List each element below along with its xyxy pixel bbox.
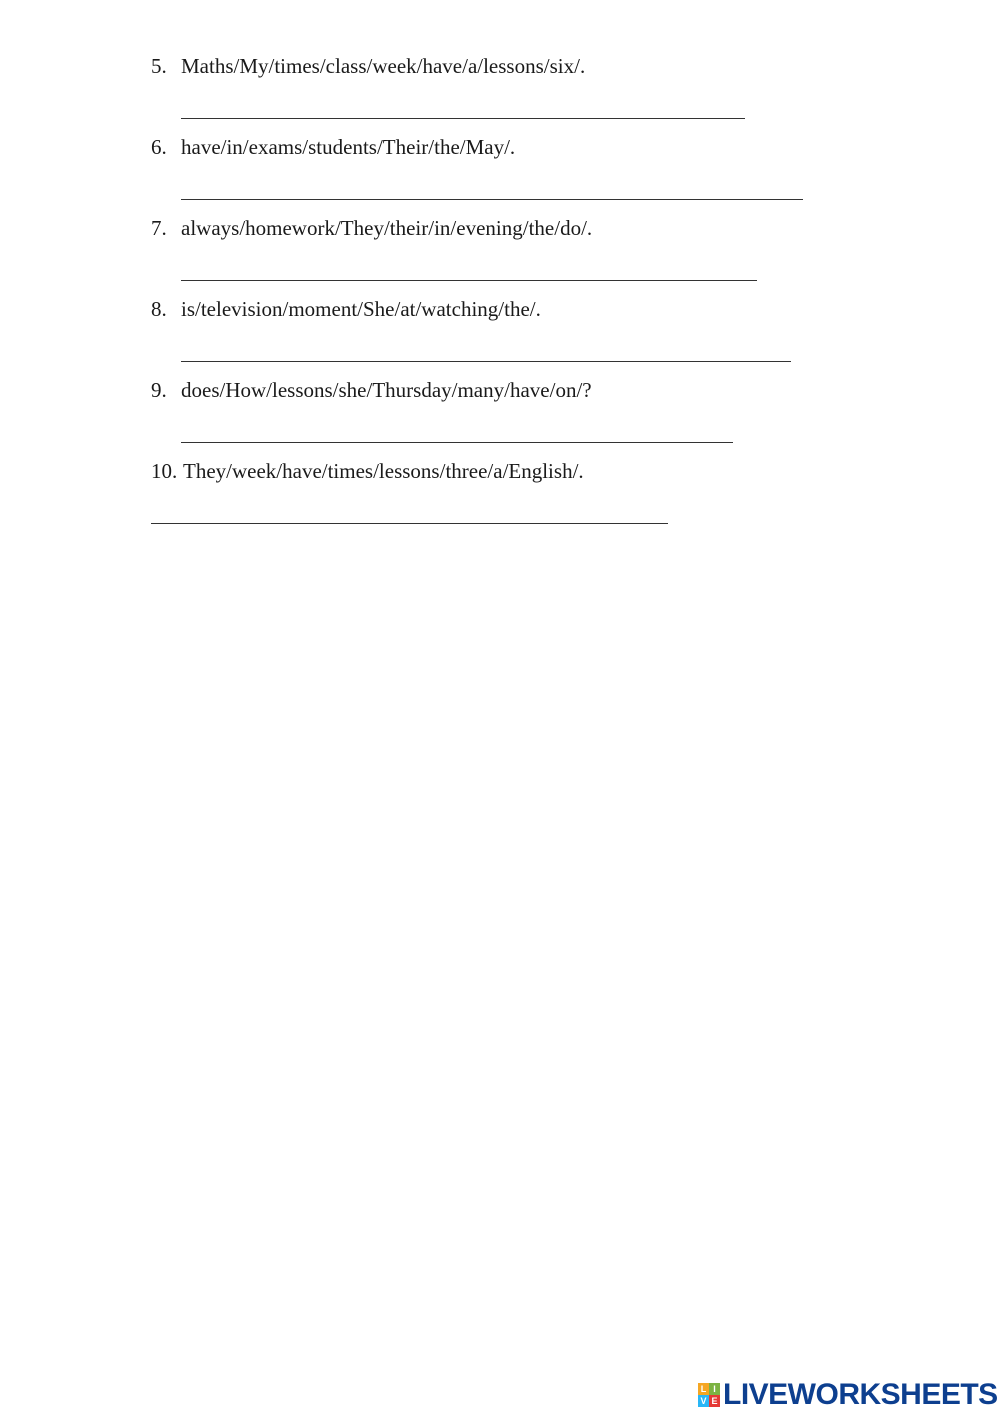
brand-mark-letter: V [698,1395,709,1407]
answer-line [181,442,733,443]
question-number: 6. [151,135,167,159]
question-number: 7. [151,216,167,240]
answer-line [151,523,668,524]
question-number: 5. [151,54,167,78]
brand-mark-letter: I [709,1383,720,1395]
answer-line [181,118,745,119]
brand-mark-letter: L [698,1383,709,1395]
answer-line [181,199,803,200]
answer-field[interactable] [181,416,733,442]
question-text: have/in/exams/students/Their/the/May/. [181,135,516,159]
answer-field[interactable] [181,173,803,199]
answer-field[interactable] [181,335,791,361]
question-number: 8. [151,297,167,321]
question-text: Maths/My/times/class/week/have/a/lessons/six/. [181,54,586,78]
question-text: is/television/moment/She/at/watching/the/. [181,297,541,321]
brand-mark-letter: E [709,1395,720,1407]
brand-name: LIVEWORKSHEETS [723,1378,998,1411]
answer-field[interactable] [181,92,745,118]
question-number: 10. [151,459,178,483]
answer-line [181,361,791,362]
answer-field[interactable] [181,254,757,280]
answer-line [181,280,757,281]
question-text: always/homework/They/their/in/evening/the/do/. [181,216,593,240]
brand-mark-icon [698,1383,720,1407]
question-text: They/week/have/times/lessons/three/a/English/. [183,459,584,483]
question-number: 9. [151,378,167,402]
answer-field[interactable] [151,497,668,523]
liveworksheets-logo [698,1378,998,1412]
question-text: does/How/lessons/she/Thursday/many/have/on/? [181,378,592,402]
